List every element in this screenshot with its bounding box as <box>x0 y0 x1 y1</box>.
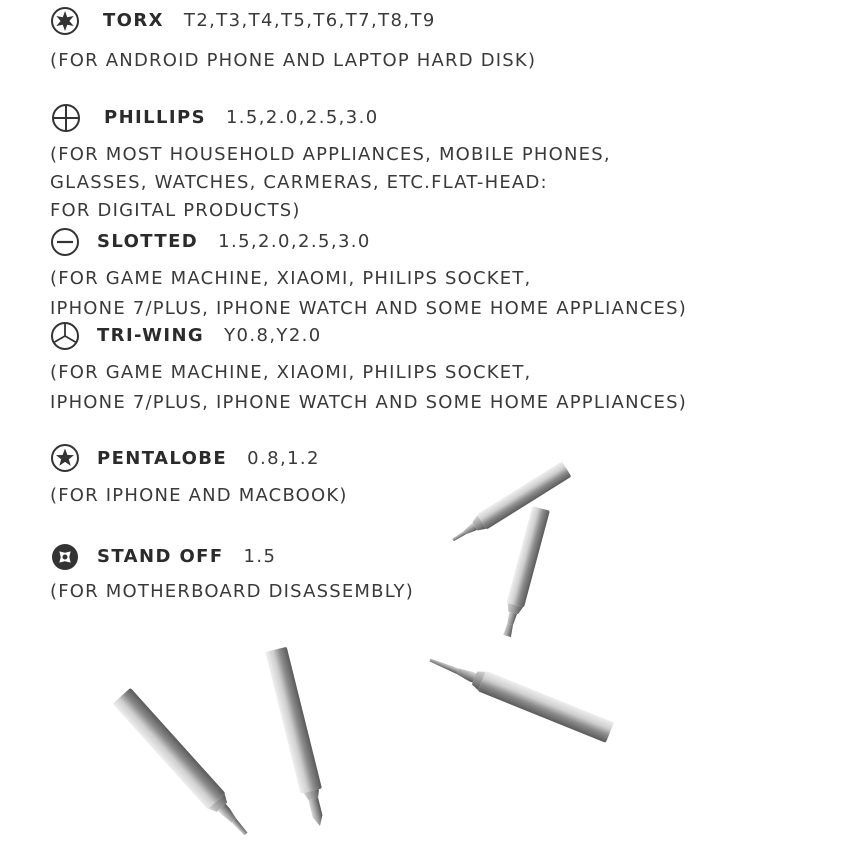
tri-wing-name: TRI-WING <box>97 325 205 346</box>
screwdriver-bit <box>498 506 550 638</box>
phillips-sizes: 1.5,2.0,2.5,3.0 <box>225 107 379 128</box>
description-line: (FOR MOTHERBOARD DISASSEMBLY) <box>50 581 414 602</box>
screwdriver-bit <box>448 461 571 547</box>
description-line: (FOR GAME MACHINE, XIAOMI, PHILIPS SOCKET, <box>50 268 532 289</box>
torx-name: TORX <box>103 10 164 31</box>
stand-off-sizes: 1.5 <box>243 546 277 567</box>
tri-wing-sizes: Y0.8,Y2.0 <box>224 325 322 346</box>
description-line: IPHONE 7/PLUS, IPHONE WATCH AND SOME HOME APPLIANCES) <box>50 298 687 319</box>
description-line: (FOR ANDROID PHONE AND LAPTOP HARD DISK) <box>50 50 537 71</box>
torx-sizes: T2,T3,T4,T5,T6,T7,T8,T9 <box>183 10 436 31</box>
description-line: (FOR GAME MACHINE, XIAOMI, PHILIPS SOCKET, <box>50 362 532 383</box>
description-line: (FOR MOST HOUSEHOLD APPLIANCES, MOBILE PHONES, <box>50 144 611 165</box>
screwdriver-bit <box>265 647 330 829</box>
description-line: (FOR IPHONE AND MACBOOK) <box>50 485 348 506</box>
pentalobe-sizes: 0.8,1.2 <box>247 448 320 469</box>
screwdriver-bit <box>426 650 614 743</box>
slotted-name: SLOTTED <box>97 231 199 252</box>
description-line: IPHONE 7/PLUS, IPHONE WATCH AND SOME HOME APPLIANCES) <box>50 392 687 413</box>
screwdriver-bit <box>113 688 255 842</box>
description-line: GLASSES, WATCHES, CARMERAS, ETC.FLAT-HEAD: <box>50 172 548 193</box>
phillips-name: PHILLIPS <box>104 107 206 128</box>
description-line: FOR DIGITAL PRODUCTS) <box>50 200 301 221</box>
stand-off-name: STAND OFF <box>97 546 224 567</box>
pentalobe-name: PENTALOBE <box>97 448 228 469</box>
slotted-sizes: 1.5,2.0,2.5,3.0 <box>218 231 371 252</box>
